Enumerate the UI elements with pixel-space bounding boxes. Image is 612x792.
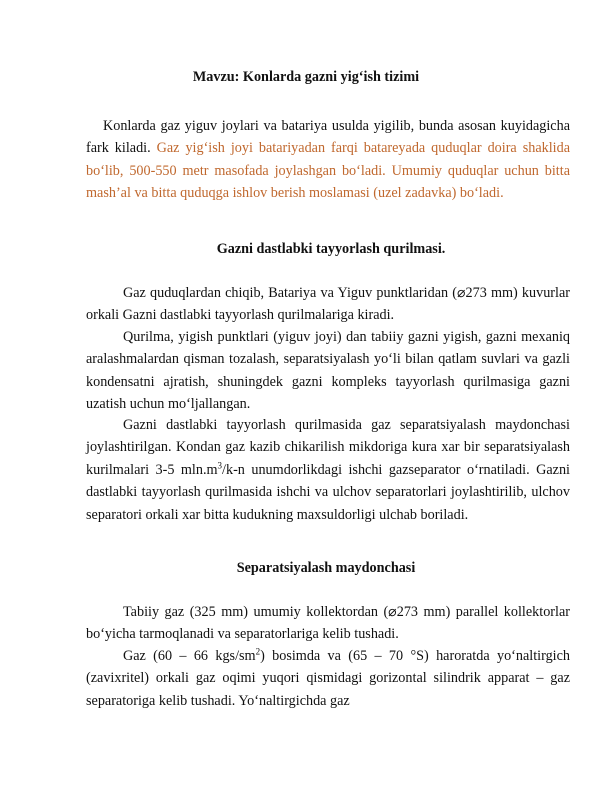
pressure-text-end: ) bosimda va (65 – 70 °S) haroratda yo‘naltirgich (zavixritel) orkali gaz oqimi yuqori qismidagi gorizontal silindrik apparat – gaz separatoriga kelib tushadi. Yo‘naltirgichda gaz xyxy=(86,648,570,709)
intro-plain-text: Konlarda gaz yiguv joylari va batariya usulda yigilib, bunda asosan kuyidagicha fark kiladi. xyxy=(86,118,570,157)
document-title: Mavzu: Konlarda gazni yig‘ish tizimi xyxy=(192,69,420,85)
pressure-text-start: Gaz (60 – 66 kgs/sm xyxy=(123,648,256,664)
separation-text-end: /k-n unumdorlikdagi ishchi gazseparator o‘rnatiladi. Gazni dastlabki tayyorlash qurilmasida ishchi va ulchov separatorlari joylashtirilib, ulchov separatori orkali xar bitta kudukning maxsuldorligi ulchab boriladi. xyxy=(86,461,570,523)
paragraph-installation-purpose: Qurilma, yigish punktlari (yiguv joyi) dan tabiiy gazni yigish, gazni mexaniq aralashmalardan qisman tozalash, separatsiyalash yo‘li bilan qatlam suvlari va gazli kondensatni ajratish, shuningdek gazni kompleks tayyorlash qurilmasiga gazni uzatish uchun mo‘ljallangan. xyxy=(86,329,570,413)
section-heading-preparation: Gazni dastlabki tayyorlash qurilmasi. xyxy=(216,241,446,257)
paragraph-pressure-temperature xyxy=(86,645,570,712)
intro-paragraph xyxy=(86,115,570,205)
paragraph-separation-site xyxy=(86,414,570,526)
paragraph-gas-inflow: Gaz quduqlardan chiqib, Batariya va Yiguv punktlaridan (⌀273 mm) kuvurlar orkali Gazni dastlabki tayyorlash qurilmalariga kiradi. xyxy=(86,285,570,324)
intro-highlighted-text: Gaz yig‘ish joyi batariyadan farqi batareyada quduqlar doira shaklida bo‘lib, 500-550 metr masofada joylashgan bo‘ladi. Umumiy quduqlar uchun bitta mash’al va bitta quduqga ishlov berish moslamasi (uzel zadavka) bo‘ladi. xyxy=(86,140,570,202)
square-superscript: 2 xyxy=(255,646,261,657)
cubic-superscript: 3 xyxy=(217,460,223,471)
separation-text-start: Gazni dastlabki tayyorlash qurilmasida gaz separatsiyalash maydonchasi joylashtirilgan. Kondan gaz kazib chikarilish mikdoriga kura xar bir separatsiyalash kurilmalari 3-5 mln.m xyxy=(86,417,570,478)
section-heading-separation: Separatsiyalash maydonchasi xyxy=(236,560,416,576)
paragraph-collector: Tabiiy gaz (325 mm) umumiy kollektordan (⌀273 mm) parallel kollektorlar bo‘yicha tarmoqlanadi va separatorlariga kelib tushadi. xyxy=(86,604,570,643)
